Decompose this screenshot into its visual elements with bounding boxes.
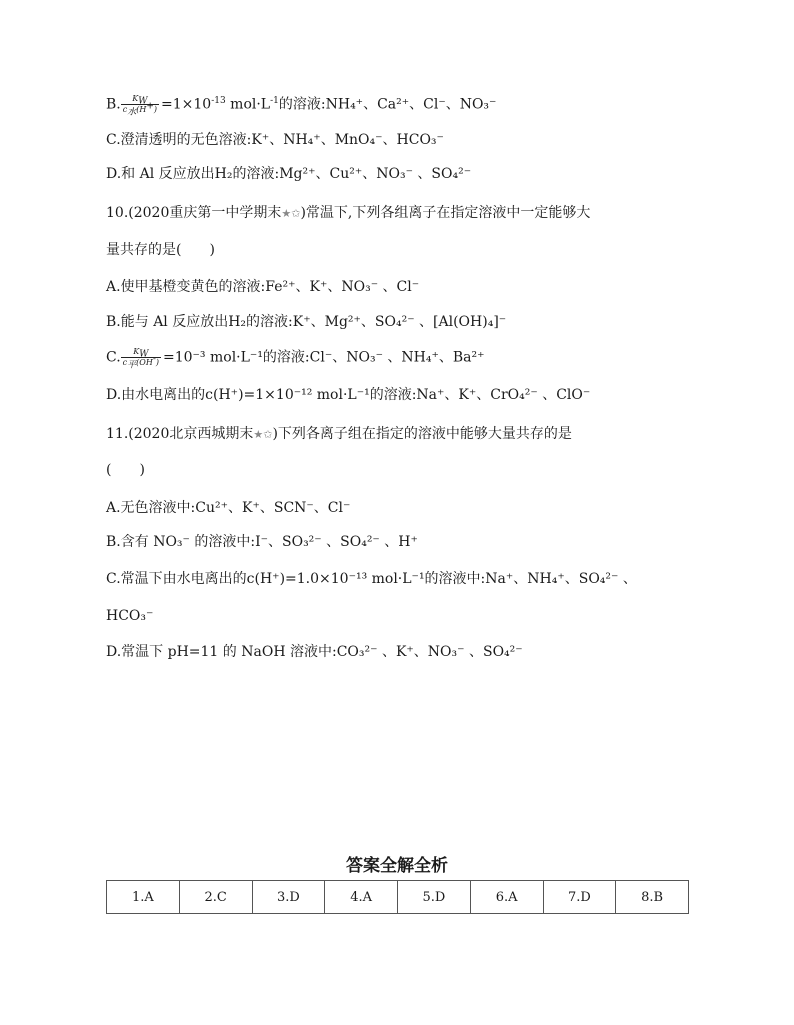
q9-option-c bbox=[106, 131, 444, 149]
option-text: D.和 Al 反应放出H₂的溶液:Mg²⁺、Cu²⁺、NO₃⁻ 、SO₄²⁻ bbox=[106, 166, 472, 182]
q10-option-a bbox=[106, 278, 419, 296]
option-text: C.常温下由水电离出的c(H⁺)=1.0×10⁻¹³ mol·L⁻¹的溶液中:Na⁺、NH₄⁺、SO₄²⁻ 、 bbox=[106, 571, 637, 587]
frac-den-sup: - bbox=[152, 354, 156, 365]
q11-option-c-line1 bbox=[106, 570, 637, 588]
q10-stem-line2 bbox=[106, 241, 215, 259]
option-prefix: C. bbox=[106, 349, 121, 366]
answer-cell: 1.A bbox=[107, 881, 180, 914]
option-text: B.能与 Al 反应放出H₂的溶液:K⁺、Mg²⁺、SO₄²⁻ 、[Al(OH)₄]⁻ bbox=[106, 314, 507, 330]
answer-section-title: 答案全解全析 bbox=[346, 856, 448, 876]
q10-stem-line1 bbox=[106, 204, 590, 223]
option-text: A.使甲基橙变黄色的溶液:Fe²⁺、K⁺、NO₃⁻ 、Cl⁻ bbox=[106, 279, 420, 295]
question-stem: )常温下,下列各组离子在指定溶液中一定能够大 bbox=[300, 205, 591, 221]
kw-fraction bbox=[121, 347, 161, 371]
option-text: A.无色溶液中:Cu²⁺、K⁺、SCN⁻、Cl⁻ bbox=[106, 500, 351, 516]
q9-option-d bbox=[106, 165, 471, 183]
difficulty-star-icon: ★✩ bbox=[253, 428, 273, 441]
frac-num: K bbox=[132, 94, 139, 103]
q11-stem-line2 bbox=[106, 461, 145, 479]
answer-table bbox=[106, 880, 689, 914]
answer-cell: 2.C bbox=[179, 881, 252, 914]
answer-cell: 5.D bbox=[398, 881, 471, 914]
question-stem: ( ) bbox=[106, 462, 145, 478]
q11-option-a bbox=[106, 499, 350, 517]
q11-option-b bbox=[106, 533, 418, 551]
frac-num-sub: W bbox=[138, 96, 148, 107]
q9-option-b bbox=[106, 94, 497, 118]
exponent: -13 bbox=[211, 95, 226, 106]
frac-den-sub: 水 bbox=[127, 107, 137, 118]
option-text: C.澄清透明的无色溶液:K⁺、NH₄⁺、MnO₄⁻、HCO₃⁻ bbox=[106, 132, 444, 148]
option-text: D.常温下 pH=11 的 NaOH 溶液中:CO₃²⁻ 、K⁺、NO₃⁻ 、SO₄²⁻ bbox=[106, 644, 523, 660]
question-stem: )下列各离子组在指定的溶液中能够大量共存的是 bbox=[272, 426, 572, 442]
option-text: HCO₃⁻ bbox=[106, 608, 154, 624]
answer-cell: 7.D bbox=[543, 881, 616, 914]
q10-option-c bbox=[106, 347, 485, 371]
table-row bbox=[107, 881, 689, 914]
answer-cell: 8.B bbox=[616, 881, 689, 914]
option-prefix: B. bbox=[106, 96, 121, 113]
frac-den: c bbox=[122, 105, 128, 114]
frac-den: c bbox=[122, 358, 128, 367]
frac-den-rest: (H bbox=[136, 105, 147, 114]
q10-option-b bbox=[106, 313, 506, 331]
frac-den-end: ) bbox=[153, 105, 158, 114]
frac-den-sub: 平 bbox=[127, 360, 137, 371]
frac-num: K bbox=[133, 347, 140, 356]
condition: =1×10 bbox=[161, 96, 212, 113]
difficulty-star-icon: ★✩ bbox=[281, 207, 301, 220]
option-text: B.含有 NO₃⁻ 的溶液中:I⁻、SO₃²⁻ 、SO₄²⁻ 、H⁺ bbox=[106, 534, 418, 550]
question-source: 11.(2020北京西城期末 bbox=[106, 426, 254, 442]
answer-cell: 4.A bbox=[325, 881, 398, 914]
answer-cell: 6.A bbox=[470, 881, 543, 914]
unit: mol·L bbox=[225, 96, 271, 113]
kw-fraction bbox=[121, 94, 159, 118]
q11-stem-line1 bbox=[106, 425, 572, 444]
question-source: 10.(2020重庆第一中学期末 bbox=[106, 205, 282, 221]
q11-option-d bbox=[106, 643, 523, 661]
solution-label: 的溶液: bbox=[278, 96, 326, 113]
frac-num-sub: W bbox=[139, 349, 149, 360]
question-stem: 量共存的是( ) bbox=[106, 242, 215, 258]
ion-list: NH₄⁺、Ca²⁺、Cl⁻、NO₃⁻ bbox=[325, 96, 497, 113]
unit-exponent: -1 bbox=[270, 95, 279, 106]
frac-den-rest: (OH bbox=[136, 358, 153, 367]
frac-den-end: ) bbox=[155, 358, 159, 367]
option-text: D.由水电离出的c(H⁺)=1×10⁻¹² mol·L⁻¹的溶液:Na⁺、K⁺、CrO₄²⁻ 、ClO⁻ bbox=[106, 387, 591, 403]
q10-option-d bbox=[106, 386, 590, 404]
q11-option-c-line2 bbox=[106, 607, 153, 625]
answer-cell: 3.D bbox=[252, 881, 325, 914]
frac-den-sup: + bbox=[146, 101, 154, 112]
option-text: =10⁻³ mol·L⁻¹的溶液:Cl⁻、NO₃⁻ 、NH₄⁺、Ba²⁺ bbox=[163, 349, 485, 366]
